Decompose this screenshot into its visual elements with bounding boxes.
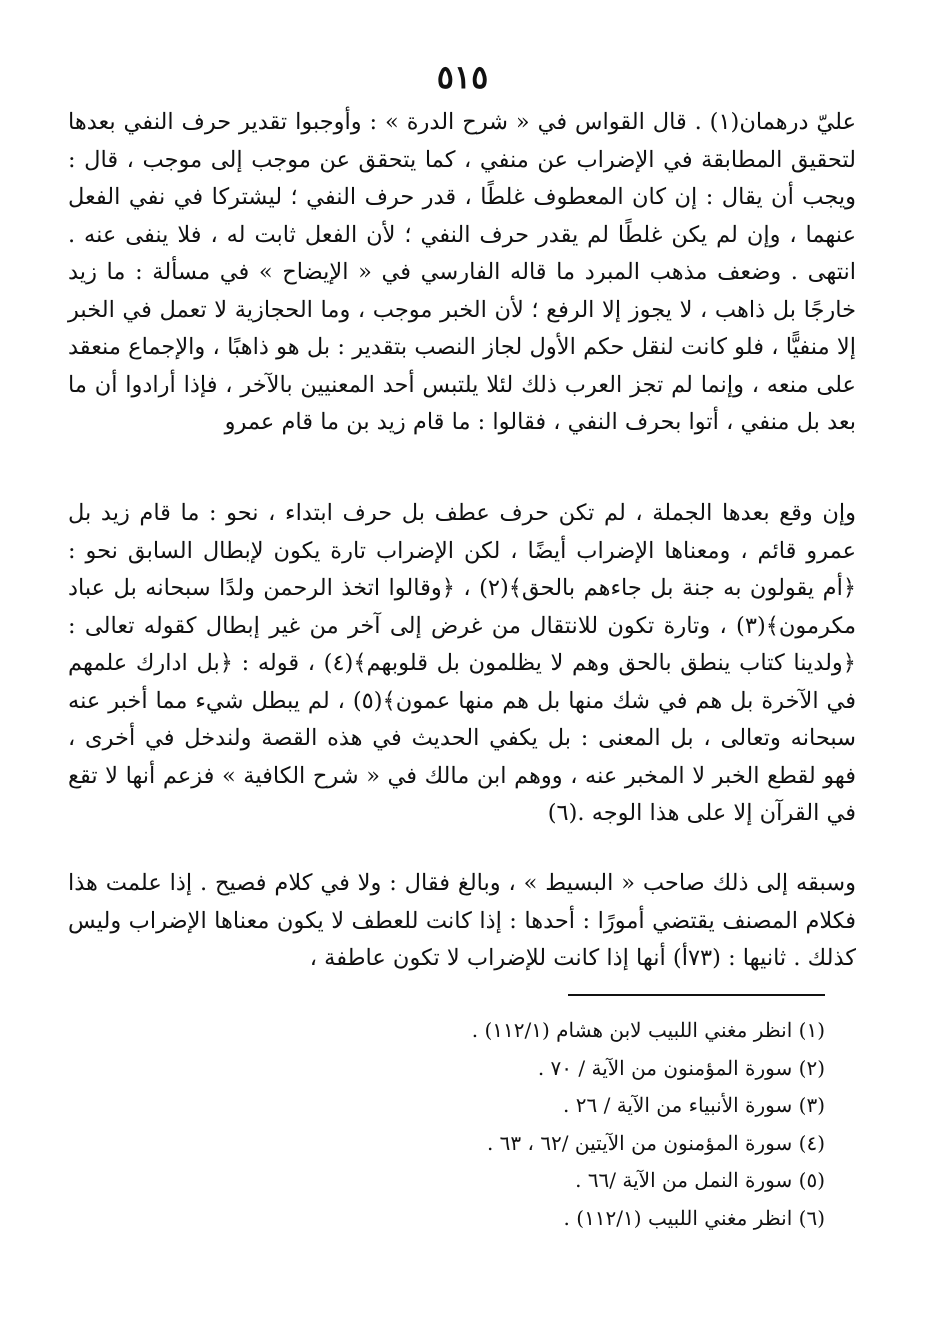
footnote-3: (٣) سورة الأنبياء من الآية / ٢٦ . [563, 1093, 825, 1117]
footnote-1: (١) انظر مغني اللبيب لابن هشام (١١٢/١) . [471, 1018, 825, 1042]
footnote-divider [568, 994, 825, 996]
footnote-5: (٥) سورة النمل من الآية /٦٦ . [575, 1168, 825, 1192]
body-paragraph-2 [68, 495, 856, 833]
footnotes [300, 1012, 825, 1237]
body-paragraph-1 [68, 104, 856, 442]
page-number: ٥١٥ [436, 58, 489, 96]
footnote-6: (٦) انظر مغني اللبيب (١١٢/١) . [563, 1205, 825, 1230]
body-paragraph-3 [68, 865, 856, 978]
paragraph-text: وسبقه إلى ذلك صاحب « البسيط » ، وبالغ فقال : ولا في كلام فصيح . إذا علمت هذا فكلام المصنف يقتضي أمورًا : أحدها : إذا كانت للعطف لا يكون معناها الإضراب وليس كذلك . ثانيها : (٧٣أ) أنها إذا كانت للإضراب لا تكون عاطفة ، [68, 870, 856, 971]
footnote-2: (٢) سورة المؤمنون من الآية / ٧٠ . [537, 1055, 825, 1080]
paragraph-text: عليّ درهمان(١) . قال القواس في « شرح الدرة » : وأوجبوا تقدير حرف النفي بعدها لتحقيق المطابقة في الإضراب عن منفي ، كما يتحقق عن موجب إلى موجب ، قال : ويجب أن يقال : إن كان المعطوف غلطًا ، قدر حرف النفي ؛ ليشتركا في نفي الفعل عنهما ، وإن لم يكن غلطًا لم يقدر حرف النفي ؛ لأن الفعل ثابت له ، فلا ينفى عنه . انتهى . وضعف مذهب المبرد ما قاله الفارسي في « الإيضاح » في مسألة : ما زيد خارجًا بل ذاهب ، لا يجوز إلا الرفع ؛ لأن الخبر موجب ، وما الحجازية لا تعمل في الخبر إلا منفيًّا ، فلو كانت لنقل حكم الأول لجاز النصب بتقدير : بل هو ذاهبًا ، والإجماع منعقد على منعه ، وإنما لم تجز العرب ذلك لئلا يلتبس أحد المعنيين بالآخر ، فإذا أرادوا أن ما بعد بل منفي ، أتوا بحرف النفي ، فقالوا : ما قام زيد بن ما قام عمرو [68, 109, 856, 435]
footnote-4: (٤) سورة المؤمنون من الآيتين /٦٢ ، ٦٣ . [486, 1130, 825, 1155]
paragraph-text: وإن وقع بعدها الجملة ، لم تكن حرف عطف بل حرف ابتداء ، نحو : ما قام زيد بل عمرو قائم ، ومعناها الإضراب أيضًا ، لكن الإضراب تارة يكون لإبطال السابق نحو : ﴿أم يقولون به جنة بل جاءهم بالحق﴾(٢) ، ﴿وقالوا اتخذ الرحمن ولدًا سبحانه بل عباد مكرمون﴾(٣) ، وتارة تكون للانتقال من غرض إلى آخر من غير إبطال كقوله تعالى : ﴿ولدينا كتاب ينطق بالحق وهم لا يظلمون بل قلوبهم﴾(٤) ، قوله : ﴿بل ادارك علمهم في الآخرة بل هم في شك منها بل هم منها عمون﴾(٥) ، لم يبطل شيء مما أخبر عنه سبحانه وتعالى ، بل المعنى : بل يكفي الحديث في هذه القصة ولندخل في أخرى ، فهو لقطع الخبر لا المخبر عنه ، ووهم ابن مالك في « شرح الكافية » فزعم أنها لا تقع في القرآن إلا على هذا الوجه .(٦) [68, 500, 856, 826]
